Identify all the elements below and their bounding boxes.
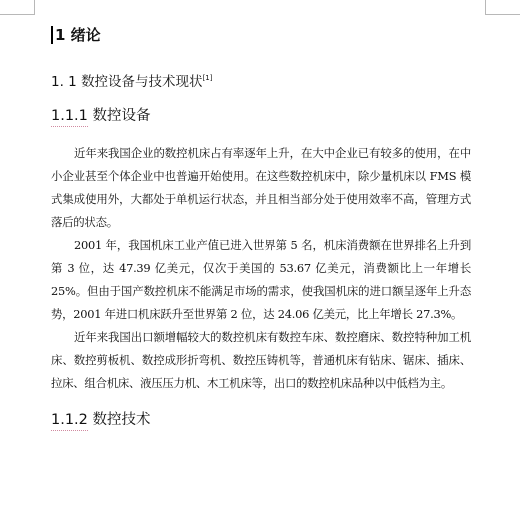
text-cursor: [51, 26, 53, 44]
citation-ref[interactable]: [1]: [202, 74, 213, 82]
document-page[interactable]: [51, 20, 471, 433]
subsection-number: 1.1.2: [51, 412, 88, 428]
subsection-title: 数控技术: [92, 412, 151, 428]
chapter-number: 1: [55, 26, 66, 44]
subsection-heading-1: [51, 103, 471, 129]
subsection-number: 1.1.1: [51, 108, 88, 124]
section-number: 1. 1: [51, 74, 77, 90]
paragraph-2: 2001 年，我国机床工业产值已进入世界第 5 名，机床消费额在世界排名上升到第 3 位，达 47.39 亿美元，仅次于美国的 53.67 亿美元，消费额比上一年增长 25%。但由于国产数控机床不能满足市场的需求，使我国机床的进口额呈逐年上升态势，2001 年进口机床跃升至世界第 2 位，达 24.06 亿美元，比上年增长 27.3%。: [51, 238, 471, 321]
paragraph-1: 近年来我国企业的数控机床占有率逐年上升，在大中企业已有较多的使用，在中小企业甚至个体企业中也普遍开始使用。在这些数控机床中，除少量机床以 FMS 模式集成使用外，大都处于单机运行状态，并且相当部分处于使用效率不高，管理方式落后的状态。: [51, 146, 471, 229]
section-heading: [51, 66, 471, 90]
page-corner-mark-top-right: [485, 0, 520, 15]
paragraph-3: 近年来我国出口额增幅较大的数控机床有数控车床、数控磨床、数控特种加工机床、数控剪板机、数控成形折弯机、数控压铸机等，普通机床有钻床、锯床、插床、拉床、组合机床、液压压力机、木工机床等，出口的数控机床品种以中低档为主。: [51, 330, 471, 390]
body-text: [51, 142, 471, 395]
chapter-heading: [51, 22, 471, 48]
section-title: 数控设备与技术现状: [81, 74, 203, 90]
subsection-title: 数控设备: [92, 108, 151, 124]
subsection-heading-2: [51, 407, 471, 433]
page-corner-mark-top-left: [0, 0, 35, 15]
chapter-title: 绪论: [70, 26, 101, 44]
